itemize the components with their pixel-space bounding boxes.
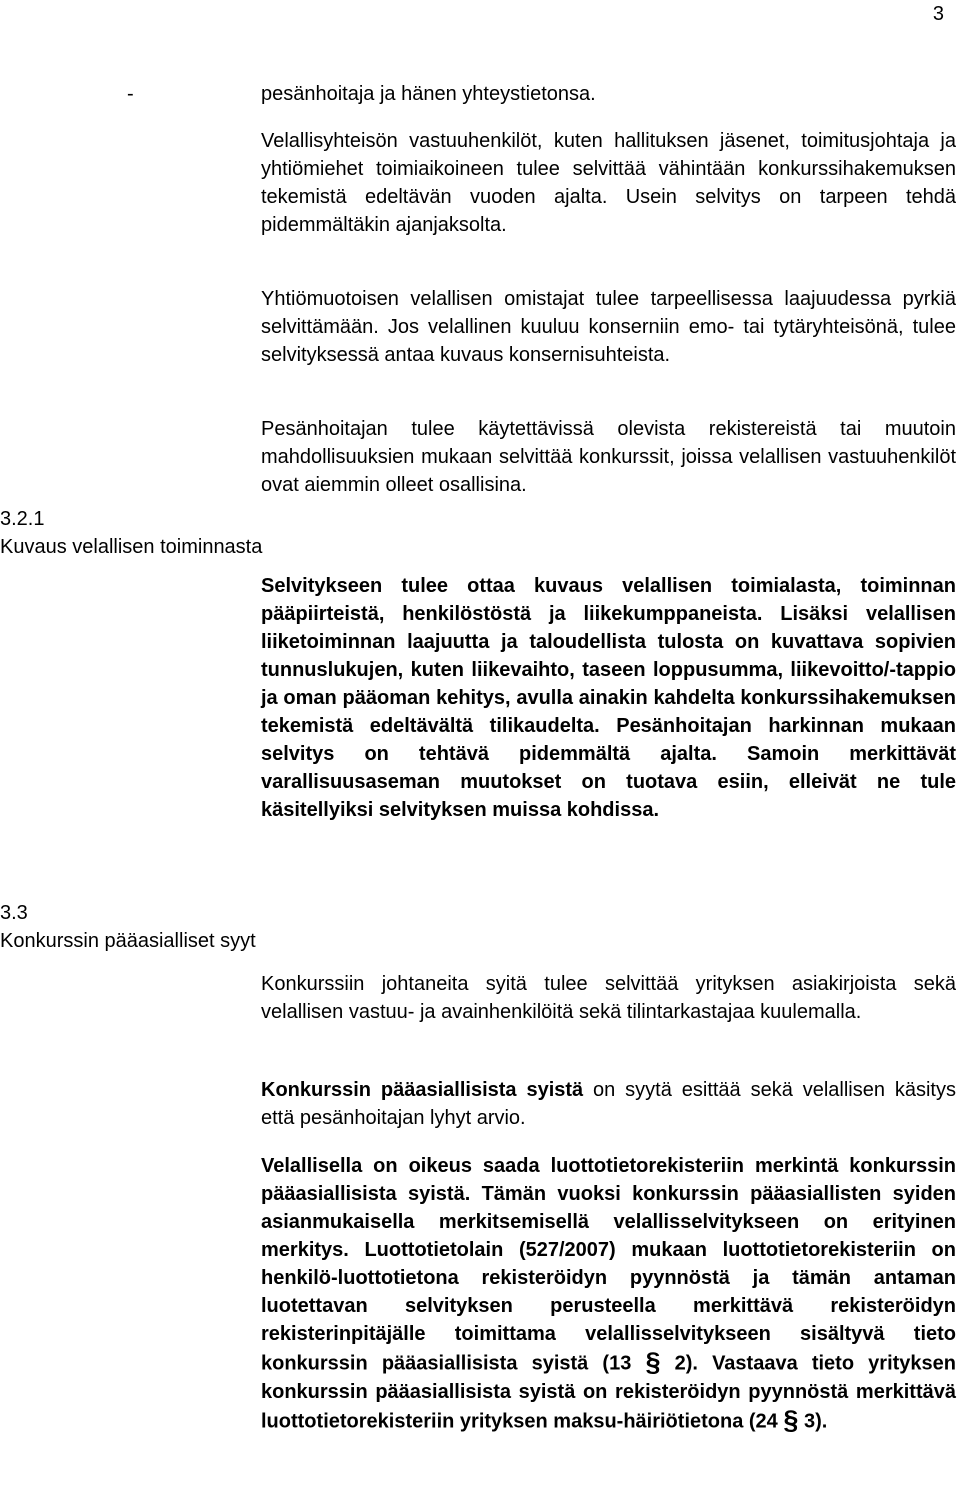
page-number: 3 (932, 3, 944, 25)
credit-register-text-a: Velallisella on oikeus saada luottotietorekisteriin merkintä konkurssin pääasiallisista syistä. Tämän vuoksi konkurssin pääasiallisten syiden asianmukaisella merkitsemisellä velallisselvitykseen on erityinen merkitys. Luottotietolain (527/2007) mukaan luottotietorekisteriin on henkilö-luottotietona rekisteröidyn pyynnöstä ja tämän antaman luotettavan selvityksen perusteella merkittävä rekisteröidyn rekisterinpitäjälle toimittama velallisselvitykseen sisältyvä tieto konkurssin pääasiallisista syistä (13 (261, 1155, 956, 1375)
section-sign: § (783, 1404, 799, 1435)
main-causes-rest: on syytä esittää sekä velallisen käsitys että pesänhoitajan lyhyt arvio. (261, 1079, 956, 1129)
list-item-text: pesänhoitaja ja hänen yhteystietonsa. (261, 83, 596, 105)
credit-register-text-b: 2). Vastaava tieto yrityksen konkurssin pääasiallisista syistä on rekisteröidyn pyynnöstä merkittävä luottotietorekisteriin yrityksen maksu-häiriötietona (24 (261, 1352, 956, 1433)
list-bullet: - (127, 83, 134, 105)
section-number-3-2-1: 3.2.1 (0, 508, 45, 530)
section-sign: § (645, 1347, 661, 1377)
paragraph-responsible-persons: Velallisyhteisön vastuuhenkilöt, kuten hallituksen jäsenet, toimitusjohtaja ja yhtiömiehet toimiaikoineen tulee selvittää vähintään konkurssihakemuksen tekemistä edeltävän vuoden ajalta. Usein selvitys on tarpeen tehdä pidemmältäkin ajanjaksolta. (261, 130, 956, 236)
main-causes-bold: Konkurssin pääasiallisista syistä (261, 1079, 584, 1101)
paragraph-credit-register (261, 1152, 956, 1435)
section-number-3-3: 3.3 (0, 902, 28, 924)
paragraph-business-description: Selvitykseen tulee ottaa kuvaus velallisen toimialasta, toiminnan pääpiirteistä, henkilöstöstä ja liikekumppaneista. Lisäksi velallisen liiketoiminnan laajuutta ja taloudellista tulosta on kuvattava sopivien tunnuslukujen, kuten liikevaihto, taseen loppusumma, liikevoitto/-tappio ja oman pääoman kehitys, avulla ainakin kahdelta konkurssihakemuksen tekemistä edeltävältä tilikaudelta. Pesänhoitajan harkinnan mukaan selvitys on tehtävä pidemmältä ajalta. Samoin merkittävät varallisuusaseman muutokset on tuotava esiin, elleivät ne tule käsitellyiksi selvityksen muissa kohdissa. (261, 575, 956, 821)
paragraph-previous-bankruptcies: Pesänhoitajan tulee käytettävissä olevista rekistereistä tai muutoin mahdollisuuksien mukaan selvittää konkurssit, joissa velallisen vastuuhenkilöt ovat aiemmin olleet osallisina. (261, 418, 956, 496)
paragraph-bankruptcy-causes: Konkurssiin johtaneita syitä tulee selvittää yrityksen asiakirjoista sekä velallisen vastuu- ja avainhenkilöitä sekä tilintarkastajaa kuulemalla. (261, 973, 956, 1023)
section-title-3-3: Konkurssin pääasialliset syyt (0, 930, 256, 952)
paragraph-owners: Yhtiömuotoisen velallisen omistajat tulee tarpeellisessa laajuudessa pyrkiä selvittämään. Jos velallinen kuuluu konserniin emo- tai tytäryhteisönä, tulee selvityksessä antaa kuvaus konsernisuhteista. (261, 288, 956, 366)
paragraph-main-causes (261, 1076, 956, 1132)
section-title-3-2-1: Kuvaus velallisen toiminnasta (0, 536, 263, 558)
credit-register-text-c: 3). (798, 1410, 828, 1433)
